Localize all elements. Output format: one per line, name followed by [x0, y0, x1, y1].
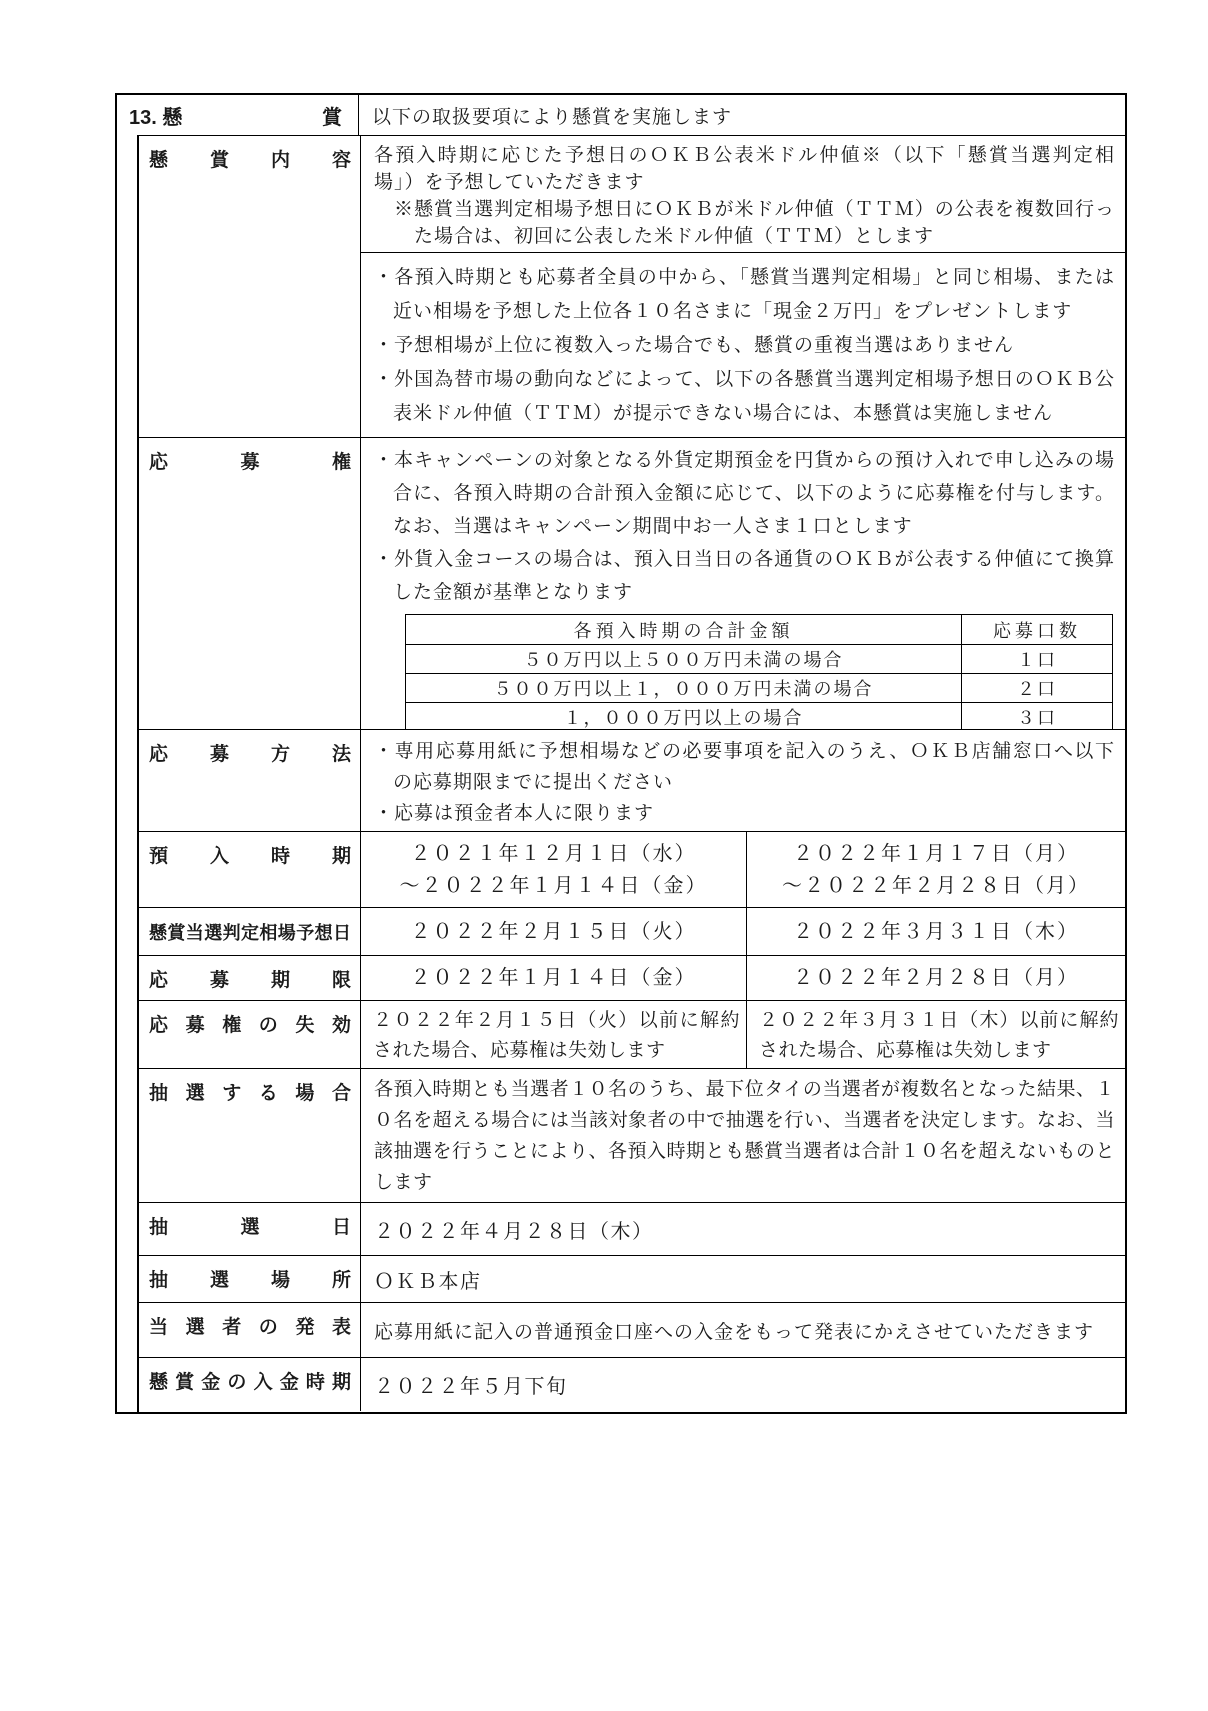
row-item-13 [117, 95, 1125, 135]
row-prize-details [139, 136, 1125, 438]
forfeiture-2: ２０２２年３月３１日（木）以前に解約された場合、応募権は失効します [746, 1001, 1125, 1068]
units-row-units: ３口 [1017, 708, 1057, 728]
prize-details-bullet: ・予想相場が上位に複数入った場合でも、懸賞の重複当選はありません [374, 335, 1015, 356]
row-lottery-date [139, 1203, 1125, 1256]
lottery-case-text: 各預入時期とも当選者１０名のうち、最下位タイの当選者が複数名となった結果、１０名を超える場合には当該対象者の中で抽選を行い、当選者を決定します。なお、当該抽選を行うことにより、各預入時期とも懸賞当選者は合計１０名を超えないものとします [374, 1079, 1116, 1193]
prize-details-block-bottom [361, 253, 1125, 431]
deposit-period-2-end: ～２０２２年２月２８日（月） [782, 874, 1090, 897]
row-lottery-case [139, 1069, 1125, 1203]
entry-units-table [405, 614, 1113, 729]
deposit-period-2 [746, 832, 1125, 907]
deposit-period-2-start: ２０２２年１月１７日（月） [793, 842, 1079, 865]
prize-details-label: 懸 賞 内 容 [139, 136, 361, 437]
row-entry-deadline [139, 956, 1125, 1001]
row-prize-payment-time [139, 1358, 1125, 1411]
forfeiture-content [361, 1001, 1125, 1068]
entry-deadline-1: ２０２２年１月１４日（金） [410, 967, 697, 989]
deposit-period-label: 預 入 時 期 [139, 832, 361, 907]
lottery-case-content [361, 1069, 1125, 1202]
entry-deadline-content [361, 956, 1125, 1000]
judgement-date-label: 懸賞当選判定相場予想日 [139, 908, 361, 955]
prize-details-content [361, 136, 1125, 437]
item-13-intro: 以下の取扱要項により懸賞を実施します [372, 106, 733, 128]
units-row-amount: ５００万円以上１，０００万円未満の場合 [406, 674, 962, 702]
units-row-units: ２口 [1017, 679, 1057, 699]
units-table-header-amount: 各預入時期の合計金額 [406, 615, 962, 644]
prize-payment-time-label: 懸賞金の入金時期 [139, 1358, 361, 1411]
item-13-label [117, 95, 359, 135]
entry-deadline-label: 応 募 期 限 [139, 956, 361, 1000]
deposit-period-content [361, 832, 1125, 907]
lottery-case-label: 抽 選 す る 場 合 [139, 1069, 361, 1202]
lottery-date-label: 抽 選 日 [139, 1203, 361, 1255]
prize-payment-time-value: ２０２２年５月下旬 [374, 1376, 568, 1398]
units-table-header-row [406, 615, 1112, 644]
winner-announcement-label: 当 選 者 の 発 表 [139, 1303, 361, 1357]
entry-right-bullet: ・本キャンペーンの対象となる外貨定期預金を円貨からの預け入れで申し込みの場合に、各預入時期の合計預入金額に応じて、以下のように応募権を付与します。なお、当選はキャンペーン期間中お一人さま１口とします [374, 450, 1115, 537]
lottery-date-value: ２０２２年４月２８日（木） [374, 1220, 654, 1243]
forfeiture-1: ２０２２年２月１５日（火）以前に解約された場合、応募権は失効します [373, 1010, 740, 1061]
entry-right-content [361, 438, 1125, 729]
row-judgement-date [139, 908, 1125, 956]
units-row-units: １口 [1017, 650, 1057, 670]
item-13-label-last-char: 賞 [322, 106, 342, 129]
deposit-period-1 [361, 832, 746, 907]
lottery-place-label: 抽 選 場 所 [139, 1256, 361, 1302]
row-entry-method [139, 730, 1125, 832]
prize-detail-table [137, 135, 1125, 1412]
units-table-row [406, 644, 1112, 673]
row-winner-announcement [139, 1303, 1125, 1358]
row-entry-right [139, 438, 1125, 730]
winner-announcement-value: 応募用紙に記入の普通預金口座への入金をもって発表にかえさせていただきます [374, 1321, 1095, 1343]
row-forfeiture [139, 1001, 1125, 1069]
lottery-place-value: ＯＫＢ本店 [374, 1270, 482, 1293]
judgement-date-content [361, 908, 1125, 955]
prize-details-block-top [361, 136, 1125, 253]
entry-method-bullet: ・専用応募用紙に予想相場などの必要事項を記入のうえ、ＯＫＢ店舗窓口へ以下の応募期限までに提出ください [374, 741, 1115, 793]
judgement-date-1: ２０２２年２月１５日（火） [410, 920, 697, 943]
units-table-row [406, 673, 1112, 702]
entry-right-label: 応 募 権 [139, 438, 361, 729]
entry-method-label: 応 募 方 法 [139, 730, 361, 831]
judgement-date-2: ２０２２年３月３１日（木） [746, 908, 1125, 955]
deposit-period-1-start: ２０２１年１２月１日（水） [410, 842, 697, 865]
units-row-amount: １，０００万円以上の場合 [406, 703, 962, 729]
forfeiture-label: 応 募 権 の 失 効 [139, 1001, 361, 1068]
prize-details-para1: 各預入時期に応じた予想日のＯＫＢ公表米ドル仲値※（以下「懸賞当選判定相場」）を予想していただきます [374, 145, 1115, 193]
prize-details-bullet: ・外国為替市場の動向などによって、以下の各懸賞当選判定相場予想日のＯＫＢ公表米ドル仲値（ＴＴＭ）が提示できない場合には、本懸賞は実施しません [374, 369, 1115, 424]
deposit-period-1-end: ～２０２２年１月１４日（金） [399, 874, 708, 897]
entry-right-bullet: ・外貨入金コースの場合は、預入日当日の各通貨のＯＫＢが公表する仲値にて換算した金額が基準となります [374, 549, 1115, 603]
row-lottery-place [139, 1256, 1125, 1303]
units-table-header-units: 応募口数 [993, 620, 1081, 641]
prize-details-note: ※懸賞当選判定相場予想日にＯＫＢが米ドル仲値（ＴＴＭ）の公表を複数回行った場合は、初回に公表した米ドル仲値（ＴＴＭ）とします [394, 199, 1115, 247]
prize-section-table [115, 93, 1127, 1414]
item-13-number: 13. 懸 [129, 106, 183, 129]
entry-method-content [361, 730, 1125, 831]
entry-method-bullet: ・応募は預金者本人に限ります [374, 803, 655, 824]
prize-details-bullet: ・各預入時期とも応募者全員の中から、「懸賞当選判定相場」と同じ相場、または近い相場を予想した上位各１０名さまに「現金２万円」をプレゼントします [374, 267, 1115, 322]
units-row-amount: ５０万円以上５００万円未満の場合 [406, 645, 962, 673]
row-deposit-period [139, 832, 1125, 908]
entry-deadline-2: ２０２２年２月２８日（月） [746, 956, 1125, 1000]
units-table-row [406, 702, 1112, 729]
